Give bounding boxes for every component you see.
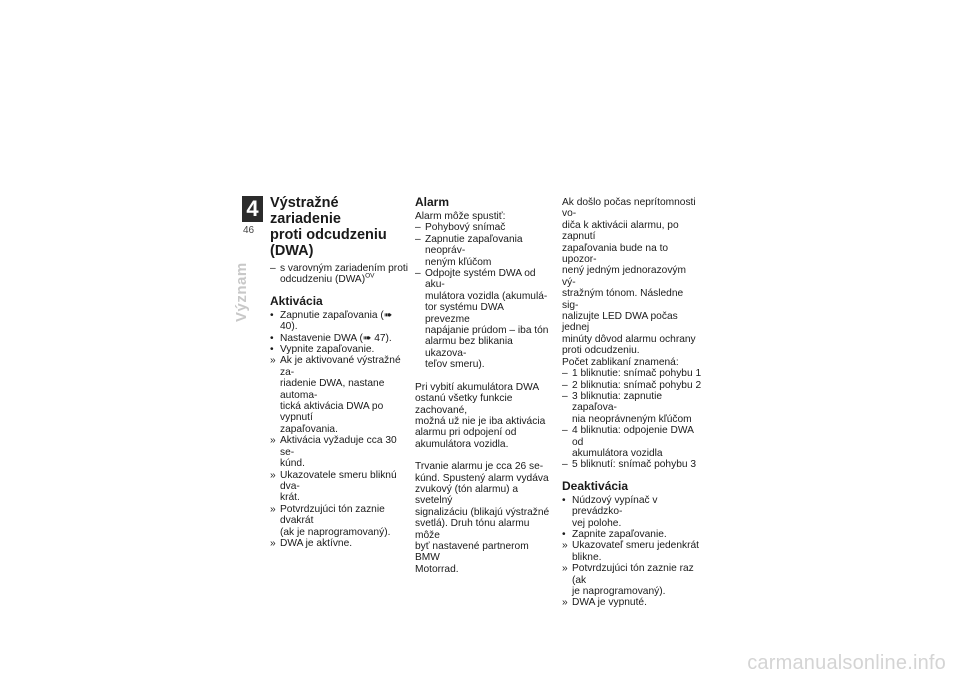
list-item (270, 310, 410, 333)
list-item-line: kúnd. (280, 458, 305, 470)
list-marker: – (562, 390, 568, 402)
alarm-memory-paragraph (562, 197, 702, 357)
list-marker: » (270, 537, 276, 549)
list-item-line: DWA je vypnuté. (572, 597, 647, 609)
list-item-line: Ak je aktivované výstražné za- (280, 355, 401, 378)
paragraph-line: Ak došlo počas neprítomnosti vo- (562, 197, 696, 220)
list-item-line: 5 bliknutí: snímač pohybu 3 (572, 459, 697, 471)
list-item-line: zapaľovania. (280, 423, 338, 435)
list-item-line: je naprogramovaný). (572, 586, 666, 597)
list-item (562, 380, 702, 391)
list-item (562, 459, 702, 470)
list-item-line: Vypnite zapaľovanie. (280, 344, 375, 356)
alarm-heading: Alarm (415, 195, 450, 209)
list-marker: » (562, 563, 568, 575)
list-marker: – (415, 222, 421, 234)
list-item-line: Zapnutie zapaľovania (➠ 40). (280, 309, 393, 333)
list-item-line: Nastavenie DWA (➠ 47). (280, 332, 392, 344)
paragraph-line: akumulátora vozidla. (415, 438, 509, 450)
watermark: carmanualsonline.info (747, 652, 946, 674)
list-item-line: tor systému DWA prevezme (425, 302, 504, 325)
list-marker: » (270, 355, 276, 367)
alarm-trigger-list (415, 222, 550, 370)
paragraph-line: svetlá). Druh tónu alarmu môže (415, 518, 530, 541)
variant-note-line: odcudzeniu (DWA)$^{OV}$ (280, 273, 375, 286)
list-item (562, 368, 702, 379)
list-item (270, 333, 410, 344)
list-item-line: blikne. (572, 551, 602, 563)
list-item-line: (ak je naprogramovaný). (280, 526, 391, 538)
battery-paragraph (415, 382, 550, 450)
paragraph-line: diča k aktivácii alarmu, po zapnutí (562, 219, 679, 243)
side-section-label: Význam (233, 262, 250, 322)
page-number: 46 (243, 225, 255, 236)
list-item (562, 529, 702, 540)
list-item-line: Pohybový snímač (425, 222, 506, 234)
list-marker: • (270, 309, 274, 321)
list-item (562, 597, 702, 608)
deactivation-heading: Deaktivácia (562, 478, 629, 493)
alarm-duration-paragraph (415, 461, 550, 575)
list-item (562, 391, 702, 425)
list-item-line: nia neoprávneným kľúčom (572, 413, 692, 425)
list-marker: – (562, 379, 568, 391)
column-1 (270, 193, 410, 549)
list-item (270, 504, 410, 538)
activation-list (270, 310, 410, 550)
list-item-line: 3 bliknutia: zapnutie zapaľova- (572, 390, 663, 414)
variant-note (270, 263, 410, 286)
list-item-line: Ukazovateľ smeru jedenkrát (572, 540, 699, 552)
list-marker: – (270, 263, 276, 274)
variant-note-line: s varovným zariadením proti (280, 263, 408, 274)
list-marker: » (270, 435, 276, 447)
paragraph-line: proti odcudzeniu. (562, 345, 640, 357)
paragraph-line: možná už nie je iba aktivácia (415, 415, 546, 427)
page-title (270, 195, 410, 259)
paragraph-line: alarmu pri odpojení od (415, 427, 517, 439)
paragraph-line: zvukový (tón alarmu) a svetelný (415, 483, 519, 507)
paragraph-line: ostanú všetky funkcie zachované, (415, 393, 513, 416)
list-item-line: tická aktivácia DWA po vypnutí (280, 401, 384, 424)
list-item-line: vej polohe. (572, 517, 622, 529)
list-item (270, 355, 410, 435)
paragraph-line: Pri vybití akumulátora DWA (415, 381, 540, 393)
paragraph-line: Motorrad. (415, 563, 459, 575)
list-item-line: Potvrdzujúci tón zaznie dvakrát (280, 503, 385, 527)
list-marker: – (562, 425, 568, 437)
list-marker: • (270, 344, 274, 356)
list-item (270, 344, 410, 355)
list-item (270, 470, 410, 504)
list-item (562, 495, 702, 529)
list-item-line: Aktivácia vyžaduje cca 30 se- (280, 435, 397, 458)
list-item-line: riadenie DWA, nastane automa- (280, 378, 385, 401)
list-item-line: Núdzový vypínač v prevádzko- (572, 494, 658, 518)
list-item-line: Potvrdzujúci tón zaznie raz (ak (572, 563, 694, 586)
paragraph-line: signalizáciu (blikajú výstražné (415, 506, 550, 518)
list-item-line: 4 bliknutia: odpojenie DWA od (572, 425, 694, 448)
paragraph-line: byť nastavené partnerom BMW (415, 540, 529, 564)
paragraph-line: kúnd. Spustený alarm vydáva (415, 472, 549, 484)
list-item (562, 425, 702, 459)
variant-note-sup: OV (365, 273, 375, 281)
paragraph-line: nený jedným jednorazovým vý- (562, 265, 687, 288)
list-marker: » (270, 469, 276, 481)
list-item-line: Zapnite zapaľovanie. (572, 528, 667, 540)
list-item (415, 234, 550, 268)
list-marker: » (270, 503, 276, 515)
list-item (562, 540, 702, 563)
column-2 (415, 193, 550, 575)
list-item-line: akumulátora vozidla (572, 447, 663, 459)
list-marker: • (562, 528, 566, 540)
list-item-line: Zapnutie zapaľovania neopráv- (425, 233, 523, 257)
paragraph-line: stražným tónom. Následne sig- (562, 288, 684, 311)
list-item-line: Ukazovatele smeru bliknú dva- (280, 469, 397, 492)
paragraph-line: Trvanie alarmu je cca 26 se- (415, 461, 544, 473)
alarm-intro: Alarm môže spustiť: (415, 211, 506, 222)
list-marker: – (415, 233, 421, 245)
list-marker: – (562, 368, 568, 380)
list-item (270, 435, 410, 469)
chapter-number-badge: 4 (242, 196, 263, 222)
list-marker: – (562, 459, 568, 471)
list-item-line: Odpojte systém DWA od aku- (425, 268, 536, 291)
list-marker: – (415, 268, 421, 280)
page-title-line-2: proti odcudzeniu (DWA) (270, 227, 387, 259)
paragraph-line: nalizujte LED DWA počas jednej (562, 311, 678, 334)
list-marker: » (562, 597, 568, 609)
list-item-line: neným kľúčom (425, 256, 492, 268)
list-marker: • (270, 332, 274, 344)
list-item (415, 268, 550, 371)
blink-code-list (562, 368, 702, 471)
paragraph-line: zapaľovania bude na to upozor- (562, 242, 669, 266)
column-3 (562, 197, 702, 609)
list-item-line: napájanie prúdom – iba tón (425, 325, 549, 337)
list-item-line: DWA je aktívne. (280, 537, 353, 549)
list-item (562, 563, 702, 597)
list-marker: • (562, 494, 566, 506)
list-marker: » (562, 540, 568, 552)
list-item-line: mulátora vozidla (akumulá- (425, 290, 548, 302)
list-item-line: 2 bliknutia: snímač pohybu 2 (572, 379, 702, 391)
paragraph-line: minúty dôvod alarmu ochrany (562, 333, 696, 345)
list-item-line: alarmu bez blikania ukazova- (425, 336, 513, 359)
page-title-line-1: Výstražné zariadenie (270, 195, 341, 227)
list-item (270, 538, 410, 549)
activation-heading: Aktivácia (270, 293, 323, 308)
list-item (415, 222, 550, 233)
list-item-line: teľov smeru). (425, 359, 485, 371)
list-item-line: krát. (280, 492, 300, 504)
list-item-line: 1 bliknutie: snímač pohybu 1 (572, 368, 702, 380)
deactivation-list (562, 495, 702, 609)
blink-count-label: Počet zablikaní znamená: (562, 356, 679, 368)
